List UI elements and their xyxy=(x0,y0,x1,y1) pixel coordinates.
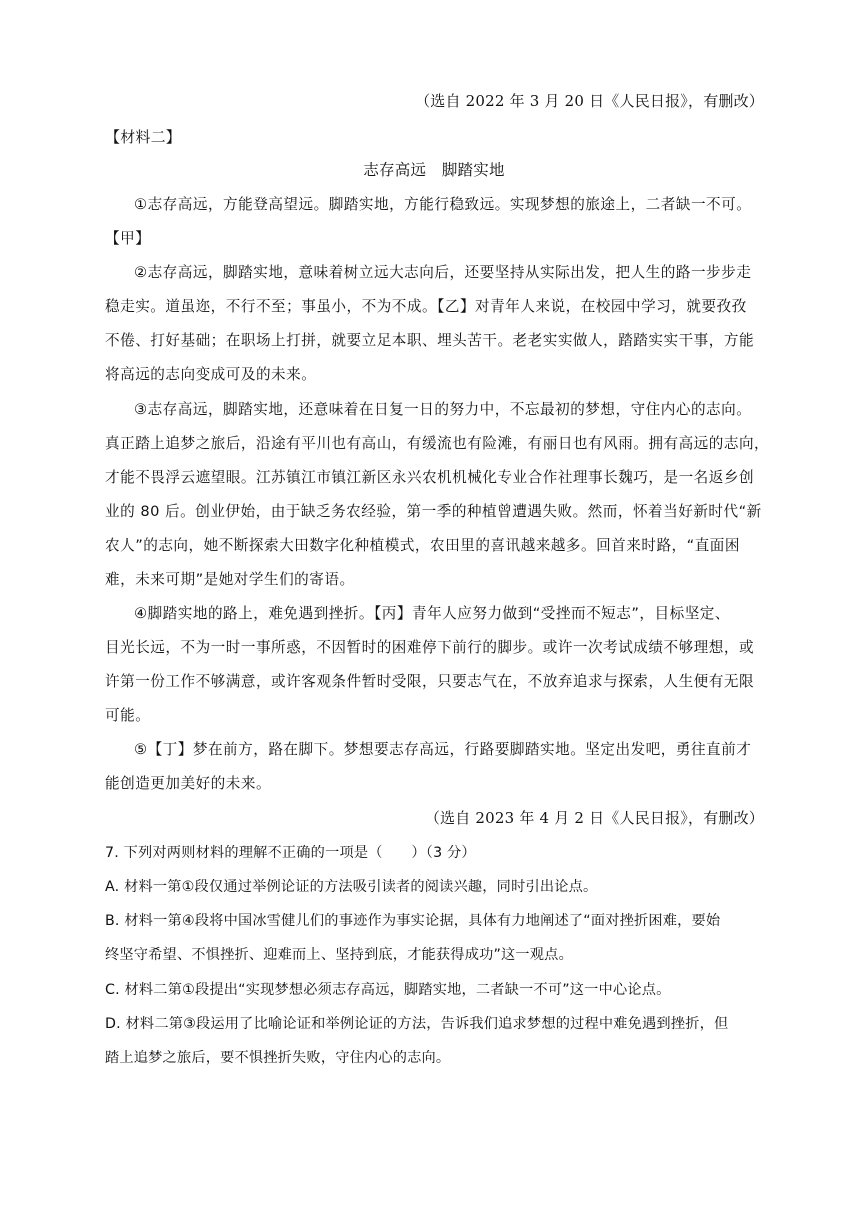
article-title: 志存高远 脚踏实地 xyxy=(363,161,505,179)
paragraph-2-line: 稳走实。道虽迩，不行不至；事虽小，不为不成。【乙】对青年人来说，在校园中学习，就要孜孜 xyxy=(105,298,747,315)
option-a: A. 材料一第①段仅通过举例论证的方法吸引读者的阅读兴趣，同时引出论点。 xyxy=(105,879,598,895)
option-d-continued: 踏上追梦之旅后，要不惧挫折失败，守住内心的志向。 xyxy=(105,1050,451,1066)
option-d: D. 材料二第③段运用了比喻论证和举例论证的方法，告诉我们追求梦想的过程中难免遇到挫折，但 xyxy=(105,1016,729,1032)
material-2-heading: 【材料二】 xyxy=(105,128,182,146)
paragraph-2-line: 将高远的志向变成可及的未来。 xyxy=(105,366,317,383)
source-citation-1: （选自 2022 年 3 月 20 日《人民日报》，有删改） xyxy=(415,92,764,110)
option-c: C. 材料二第①段提出“实现梦想必须志存高远，脚踏实地，二者缺一不可”这一中心论点。 xyxy=(105,982,671,998)
marker-jia: 【甲】 xyxy=(105,230,151,247)
paragraph-2-line: 不倦、打好基础；在职场上打拼，就要立足本职、埋头苦干。老老实实做人，踏踏实实干事，方能 xyxy=(105,332,755,349)
paragraph-4-line: 许第一份工作不够满意，或许客观条件暂时受限，只要志气在，不放弃追求与探索，人生便有无限 xyxy=(105,673,755,690)
paragraph-4-line: ④脚踏实地的路上，难免遇到挫折。【丙】青年人应努力做到“受挫而不短志”，目标坚定、 xyxy=(134,605,730,622)
paragraph-3-line: 真正踏上追梦之旅后，沿途有平川也有高山，有缓流也有险滩，有丽日也有风雨。拥有高远的志向， xyxy=(105,435,770,452)
paragraph-3-line: 农人”的志向，她不断探索大田数字化种植模式，农田里的喜讯越来越多。回首来时路，“直面困 xyxy=(105,537,740,554)
paragraph-4-line: 可能。 xyxy=(105,707,151,724)
paragraph-2-line: ②志存高远，脚踏实地，意味着树立远大志向后，还要坚持从实际出发，把人生的路一步步走 xyxy=(134,264,752,281)
option-b: B. 材料一第④段将中国冰雪健儿们的事迹作为事实论据，具体有力地阐述了“面对挫折困难，要始 xyxy=(105,913,721,929)
question-stem: 7. 下列对两则材料的理解不正确的一项是（ ）（3 分） xyxy=(105,845,476,861)
option-b-continued: 终坚守希望、不惧挫折、迎难而上、坚持到底，才能获得成功”这一观点。 xyxy=(105,947,573,963)
paragraph-3-line: ③志存高远，脚踏实地，还意味着在日复一日的努力中，不忘最初的梦想，守住内心的志向。 xyxy=(134,401,752,418)
paragraph-1-line: ①志存高远，方能登高望远。脚踏实地，方能行稳致远。实现梦想的旅途上，二者缺一不可。 xyxy=(134,196,752,213)
paragraph-3-line: 业的 80 后。创业伊始，由于缺乏务农经验，第一季的种植曾遭遇失败。然而，怀着当好新时代“新 xyxy=(105,503,762,520)
paragraph-3-line: 才能不畏浮云遮望眼。江苏镇江市镇江新区永兴农机机械化专业合作社理事长魏巧，是一名返乡创 xyxy=(105,469,755,486)
paragraph-5-line: 能创造更加美好的未来。 xyxy=(105,775,272,792)
paragraph-5-line: ⑤【丁】梦在前方，路在脚下。梦想要志存高远，行路要脚踏实地。坚定出发吧，勇往直前才 xyxy=(134,741,752,758)
paragraph-3-line: 难，未来可期”是她对学生们的寄语。 xyxy=(105,571,355,588)
paragraph-4-line: 目光长远，不为一时一事所惑，不因暂时的困难停下前行的脚步。或许一次考试成绩不够理想，或 xyxy=(105,639,755,656)
source-citation-2: （选自 2023 年 4 月 2 日《人民日报》，有删改） xyxy=(424,809,764,827)
